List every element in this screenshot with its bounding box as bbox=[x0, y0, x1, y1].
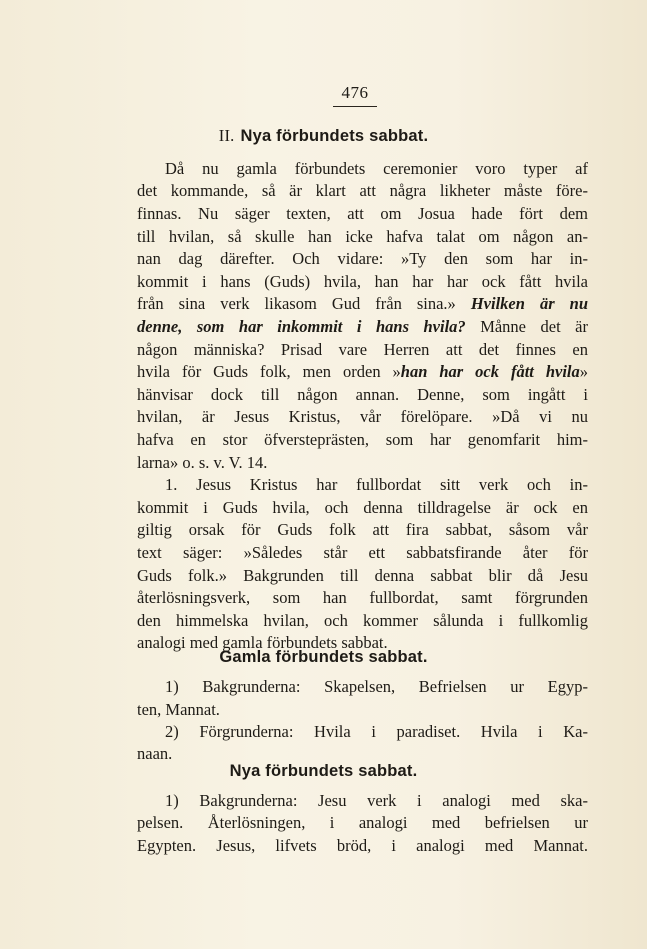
text-line: analogi med gamla förbundets sabbat. bbox=[137, 633, 388, 652]
text-segment: Månne det är bbox=[480, 317, 589, 336]
text-segment: hvila för Guds folk, men orden » bbox=[137, 362, 401, 381]
text-segment: » bbox=[579, 362, 589, 381]
text-line: kommit i hans (Guds) hvila, han har har ock fått hvila bbox=[137, 272, 588, 291]
text-line bbox=[137, 293, 588, 315]
text-line: återlösningsverk, som han fullbordat, samt förgrunden bbox=[137, 588, 588, 607]
text-line: text säger: »Således står ett sabbatsfirande åter för bbox=[137, 543, 588, 562]
text-line bbox=[137, 316, 588, 338]
text-line: till hvilan, så skulle han icke hafva talat om någon an- bbox=[137, 227, 588, 246]
text-segment: från sina verk likasom Gud från sina.» bbox=[137, 294, 456, 313]
text-line: hafva en stor öfversteprästen, som har genomfarit him- bbox=[137, 430, 588, 449]
text-line: Då nu gamla förbundets ceremonier voro typer af bbox=[165, 159, 588, 178]
list-line: naan. bbox=[137, 744, 173, 763]
list-line: 1) Bakgrunderna: Skapelsen, Befrielsen ur Egyp- bbox=[165, 677, 588, 696]
chapter-numeral: II. bbox=[218, 126, 235, 145]
page-number: 476 bbox=[341, 83, 369, 102]
section-heading-gamla: Gamla förbundets sabbat. bbox=[219, 648, 428, 666]
italic-question: Hvilken är nu bbox=[470, 294, 588, 313]
text-line: hänvisar dock till någon annan. Denne, som ingått i bbox=[137, 385, 588, 404]
text-line: finnas. Nu säger texten, att om Josua hade fört dem bbox=[137, 204, 588, 223]
list-line: 2) Förgrunderna: Hvila i paradiset. Hvila i Ka- bbox=[165, 722, 588, 741]
text-line: nan dag därefter. Och vidare: »Ty den som har in- bbox=[137, 249, 588, 268]
italic-question: denne, som har inkommit i hans hvila? bbox=[137, 317, 466, 336]
chapter-title: Nya förbundets sabbat. bbox=[240, 127, 429, 145]
text-line: någon människa? Prisad vare Herren att det finnes en bbox=[137, 340, 588, 359]
page-number-rule bbox=[333, 106, 377, 107]
text-line: 1. Jesus Kristus har fullbordat sitt verk och in- bbox=[165, 475, 588, 494]
chapter-heading bbox=[0, 126, 647, 146]
text-line bbox=[137, 361, 588, 383]
text-line: larna» o. s. v. V. 14. bbox=[137, 453, 268, 472]
text-line: giltig orsak för Guds folk att fira sabbat, såsom vår bbox=[137, 520, 588, 539]
text-line: det kommande, så är klart att några likheter måste före- bbox=[137, 181, 588, 200]
text-line: kommit i Guds hvila, och denna tilldragelse är ock en bbox=[137, 498, 588, 517]
list-line: 1) Bakgrunderna: Jesu verk i analogi med ska- bbox=[165, 791, 588, 810]
list-line: ten, Mannat. bbox=[137, 700, 220, 719]
italic-quote: han har ock fått hvila bbox=[400, 362, 580, 381]
list-line: pelsen. Återlösningen, i analogi med befrielsen ur bbox=[137, 813, 588, 832]
list-line: Egypten. Jesus, lifvets bröd, i analogi med Mannat. bbox=[137, 836, 588, 855]
text-line: den himmelska hvilan, och kommer sålunda i fullkomlig bbox=[137, 611, 588, 630]
text-line: Guds folk.» Bakgrunden till denna sabbat blir då Jesu bbox=[137, 566, 588, 585]
text-line: hvilan, är Jesus Kristus, vår förelöpare. »Då vi nu bbox=[137, 407, 588, 426]
section-heading-nya: Nya förbundets sabbat. bbox=[229, 762, 418, 780]
